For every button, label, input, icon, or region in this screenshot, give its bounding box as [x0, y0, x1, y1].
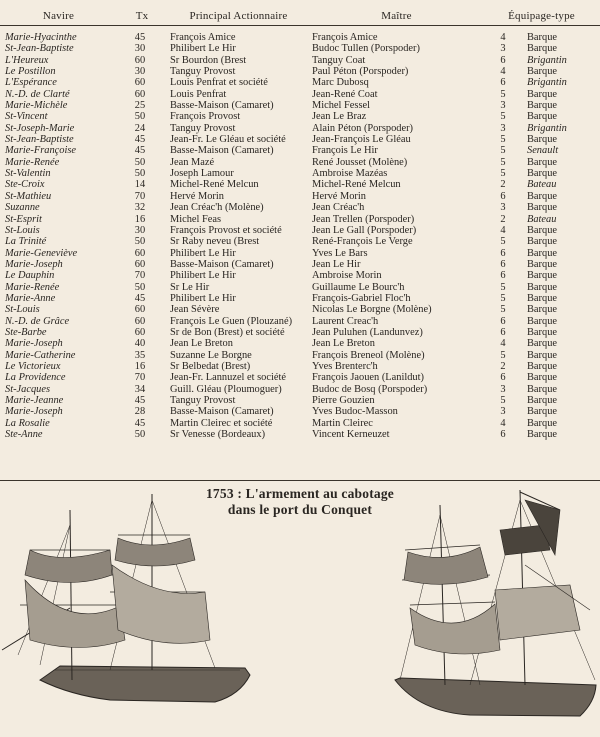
cell-crew: 6: [500, 54, 506, 66]
cell-actionnaire: Sr Venesse (Bordeaux): [170, 429, 266, 441]
table-row: [0, 372, 600, 383]
table-row: [0, 111, 600, 122]
cell-maitre: René Jousset (Molène): [312, 156, 408, 168]
cell-actionnaire: Philibert Le Hir: [170, 292, 236, 304]
cell-crew: 6: [500, 372, 506, 384]
cell-type: Barque: [527, 224, 558, 236]
cell-navire: St-Jacques: [5, 383, 51, 395]
table-row: [0, 100, 600, 111]
cell-navire: St-Mathieu: [5, 190, 52, 202]
cell-navire: Marie-Joseph: [5, 338, 63, 350]
table-row: [0, 191, 600, 202]
caption-line-2: dans le port du Conquet: [227, 502, 373, 517]
cell-tx: 25: [134, 100, 146, 112]
cell-actionnaire: Sr Le Hir: [170, 281, 210, 293]
cell-type: Bateau: [527, 179, 557, 191]
cell-crew: 5: [500, 134, 506, 146]
cell-tx: 50: [134, 281, 146, 293]
cell-type: Barque: [527, 111, 558, 123]
cell-tx: 45: [134, 32, 146, 43]
cell-maitre: Jean Le Braz: [312, 111, 367, 123]
cell-tx: 45: [134, 417, 146, 429]
cell-crew: 3: [500, 100, 506, 112]
cell-actionnaire: Philibert Le Hir: [170, 270, 236, 282]
cell-maitre: René-François Le Verge: [312, 236, 413, 248]
cell-crew: 6: [500, 247, 506, 259]
cell-tx: 40: [134, 338, 146, 350]
cell-navire: St-Valentin: [5, 168, 51, 180]
cell-navire: La Providence: [5, 372, 66, 384]
cell-type: Barque: [527, 168, 558, 180]
cell-navire: Le Victorieux: [5, 360, 61, 372]
table-row: [0, 66, 600, 77]
ship-table: [0, 6, 600, 440]
header-tx: Tx: [135, 9, 149, 22]
cell-tx: 30: [134, 224, 146, 236]
cell-maitre: Laurent Creac'h: [312, 315, 379, 327]
cell-actionnaire: François Provost et société: [170, 224, 282, 236]
cell-maitre: Jean Le Gall (Porspoder): [312, 224, 417, 236]
cell-actionnaire: Basse-Maison (Camaret): [170, 258, 274, 270]
cell-navire: Marie-Anne: [5, 292, 56, 304]
cell-type: Barque: [527, 349, 558, 361]
cell-tx: 70: [134, 190, 146, 202]
header-equipage: Équipage-type: [508, 9, 575, 22]
cell-navire: St-Jean-Baptiste: [5, 134, 74, 146]
cell-type: Barque: [527, 258, 558, 270]
cell-maitre: Yves Budoc-Masson: [312, 406, 398, 418]
cell-maitre: Jean Créac'h: [312, 202, 365, 214]
cell-maitre: François Le Hir: [312, 145, 378, 157]
cell-navire: Marie-Renée: [5, 281, 60, 293]
cell-type: Barque: [527, 32, 558, 43]
cell-maitre: Martin Cleirec: [312, 417, 373, 429]
cell-type: Barque: [527, 236, 558, 248]
cell-navire: La Trinité: [5, 236, 47, 248]
cell-navire: L'Heureux: [5, 54, 49, 66]
cell-actionnaire: François Amice: [170, 32, 236, 43]
cell-crew: 3: [500, 122, 506, 134]
cell-crew: 6: [500, 270, 506, 282]
cell-type: Barque: [527, 304, 558, 316]
cell-actionnaire: François Provost: [170, 111, 241, 123]
table-row: [0, 270, 600, 281]
cell-type: Barque: [527, 247, 558, 259]
cell-actionnaire: Suzanne Le Borgne: [170, 349, 252, 361]
cell-type: Barque: [527, 88, 558, 100]
cell-crew: 5: [500, 156, 506, 168]
cell-crew: 6: [500, 77, 506, 89]
cell-maitre: Yves Le Bars: [312, 247, 368, 259]
cell-crew: 3: [500, 43, 506, 55]
cell-maitre: Michel Fessel: [312, 100, 371, 112]
header-navire: Navire: [42, 9, 75, 22]
cell-maitre: Jean-René Coat: [312, 88, 378, 100]
cell-navire: La Rosalie: [5, 417, 50, 429]
cell-navire: Ste-Croix: [5, 179, 45, 191]
ship-illustration: [0, 480, 600, 737]
cell-actionnaire: Martin Cleirec et société: [170, 417, 273, 429]
cell-navire: Marie-Jeanne: [5, 395, 64, 406]
cell-type: Barque: [527, 292, 558, 304]
cell-tx: 60: [134, 258, 146, 270]
cell-navire: St-Louis: [5, 304, 40, 316]
cell-crew: 5: [500, 349, 506, 361]
cell-tx: 24: [134, 122, 146, 134]
cell-actionnaire: Guill. Gléau (Ploumoguer): [170, 383, 282, 395]
cell-actionnaire: Basse-Maison (Camaret): [170, 100, 274, 112]
cell-actionnaire: Michel-René Melcun: [170, 179, 259, 191]
cell-crew: 3: [500, 202, 506, 214]
cell-type: Barque: [527, 406, 558, 418]
table-row: [0, 361, 600, 372]
cell-crew: 5: [500, 395, 506, 406]
right-ship-drawing: [395, 490, 596, 716]
cell-tx: 16: [134, 360, 146, 372]
table-row: [0, 89, 600, 100]
header-actionnaire: Principal Actionnaire: [189, 9, 288, 22]
cell-actionnaire: Sr Raby neveu (Brest: [170, 236, 260, 248]
cell-crew: 6: [500, 258, 506, 270]
cell-navire: Le Dauphin: [5, 270, 55, 282]
cell-type: Barque: [527, 315, 558, 327]
cell-crew: 3: [500, 383, 506, 395]
cell-crew: 5: [500, 304, 506, 316]
cell-navire: Suzanne: [5, 202, 40, 214]
cell-navire: N.-D. de Clarté: [5, 88, 70, 100]
table-row: [0, 43, 600, 54]
ship-table-container: [0, 6, 600, 440]
cell-actionnaire: Jean Créac'h (Molène): [170, 202, 264, 214]
cell-crew: 4: [500, 66, 506, 78]
table-row: [0, 406, 600, 417]
cell-type: Brigantin: [527, 54, 567, 66]
table-row: [0, 179, 600, 190]
cell-type: Barque: [527, 43, 558, 55]
cell-type: Barque: [527, 372, 558, 384]
cell-actionnaire: Jean-Fr. Lannuzel et société: [170, 372, 286, 384]
left-ship-drawing: [2, 494, 250, 702]
cell-type: Barque: [527, 270, 558, 282]
cell-type: Barque: [527, 100, 558, 112]
cell-maitre: Marc Dubosq: [312, 77, 369, 89]
cell-type: Barque: [527, 156, 558, 168]
cell-type: Barque: [527, 202, 558, 214]
cell-maitre: François Jaouen (Lanildut): [312, 372, 424, 384]
cell-tx: 45: [134, 292, 146, 304]
cell-crew: 5: [500, 292, 506, 304]
table-row: [0, 282, 600, 293]
cell-type: Barque: [527, 429, 558, 441]
table-row: [0, 384, 600, 395]
cell-crew: 4: [500, 417, 506, 429]
cell-actionnaire: Hervé Morin: [170, 190, 224, 202]
table-row: [0, 418, 600, 429]
cell-type: Barque: [527, 326, 558, 338]
cell-navire: Marie-Renée: [5, 156, 60, 168]
cell-tx: 50: [134, 236, 146, 248]
cell-crew: 5: [500, 236, 506, 248]
cell-actionnaire: Louis Penfrat: [170, 88, 227, 100]
table-row: [0, 236, 600, 247]
cell-type: Barque: [527, 360, 558, 372]
cell-actionnaire: Basse-Maison (Camaret): [170, 145, 274, 157]
table-row: [0, 202, 600, 213]
cell-tx: 60: [134, 88, 146, 100]
cell-maitre: Guillaume Le Bourc'h: [312, 281, 405, 293]
table-header-row: [0, 6, 600, 26]
cell-crew: 6: [500, 429, 506, 441]
cell-maitre: Jean Puluhen (Landunvez): [312, 326, 423, 338]
cell-crew: 5: [500, 145, 506, 157]
table-row: [0, 293, 600, 304]
cell-actionnaire: Jean Sévère: [170, 304, 220, 316]
table-row: [0, 225, 600, 236]
cell-navire: Ste-Barbe: [5, 326, 47, 338]
table-row: [0, 157, 600, 168]
cell-type: Barque: [527, 395, 558, 406]
cell-maitre: François Amice: [312, 32, 378, 43]
cell-maitre: Jean-François Le Gléau: [312, 134, 411, 146]
cell-tx: 30: [134, 66, 146, 78]
cell-maitre: Pierre Gouzien: [312, 395, 375, 406]
table-row: [0, 350, 600, 361]
cell-tx: 50: [134, 111, 146, 123]
cell-tx: 45: [134, 134, 146, 146]
cell-navire: St-Esprit: [5, 213, 42, 225]
cell-crew: 5: [500, 88, 506, 100]
table-row: [0, 145, 600, 156]
table-row: [0, 134, 600, 145]
cell-maitre: François Breneol (Molène): [312, 349, 425, 361]
cell-navire: Marie-Françoise: [5, 145, 76, 157]
cell-crew: 6: [500, 326, 506, 338]
table-row: [0, 26, 600, 44]
cell-crew: 4: [500, 32, 506, 43]
cell-navire: Marie-Joseph: [5, 258, 63, 270]
table-row: [0, 327, 600, 338]
cell-navire: Le Postillon: [5, 66, 56, 78]
cell-actionnaire: Tanguy Provost: [170, 66, 236, 78]
cell-crew: 2: [500, 213, 506, 225]
cell-maitre: Hervé Morin: [312, 190, 366, 202]
cell-maitre: Budoc Tullen (Porspoder): [312, 43, 420, 55]
table-row: [0, 214, 600, 225]
cell-crew: 5: [500, 111, 506, 123]
cell-type: Barque: [527, 66, 558, 78]
cell-type: Barque: [527, 338, 558, 350]
cell-navire: N.-D. de Grâce: [5, 315, 70, 327]
table-row: [0, 248, 600, 259]
cell-maitre: Jean Trellen (Porspoder): [312, 213, 415, 225]
cell-tx: 50: [134, 168, 146, 180]
cell-tx: 45: [134, 145, 146, 157]
table-row: [0, 55, 600, 66]
cell-type: Brigantin: [527, 122, 567, 134]
cell-actionnaire: Joseph Lamour: [170, 168, 234, 180]
cell-tx: 70: [134, 270, 146, 282]
cell-actionnaire: Sr de Bon (Brest) et société: [170, 326, 285, 338]
table-row: [0, 429, 600, 440]
cell-actionnaire: Jean Mazé: [170, 156, 215, 168]
cell-maitre: Ambroise Mazéas: [312, 168, 388, 180]
cell-navire: St-Joseph-Marie: [5, 122, 75, 134]
cell-maitre: Yves Brenterc'h: [312, 360, 378, 372]
cell-tx: 60: [134, 77, 146, 89]
cell-tx: 60: [134, 304, 146, 316]
cell-type: Bateau: [527, 213, 557, 225]
cell-maitre: Ambroise Morin: [312, 270, 382, 282]
cell-crew: 4: [500, 224, 506, 236]
cell-maitre: Michel-René Melcun: [312, 179, 401, 191]
cell-navire: St-Jean-Baptiste: [5, 43, 74, 55]
table-row: [0, 395, 600, 406]
table-row: [0, 338, 600, 349]
cell-maitre: Jean Le Breton: [312, 338, 375, 350]
cell-type: Barque: [527, 190, 558, 202]
cell-actionnaire: Jean Le Breton: [170, 338, 233, 350]
cell-crew: 3: [500, 406, 506, 418]
cell-maitre: Tanguy Coat: [312, 54, 366, 66]
table-body: [0, 26, 600, 441]
cell-crew: 5: [500, 281, 506, 293]
cell-tx: 60: [134, 326, 146, 338]
cell-crew: 6: [500, 315, 506, 327]
cell-maitre: Alain Péton (Porspoder): [312, 122, 414, 134]
cell-navire: St-Louis: [5, 224, 40, 236]
table-row: [0, 304, 600, 315]
table-row: [0, 77, 600, 88]
cell-actionnaire: Philibert Le Hir: [170, 247, 236, 259]
cell-crew: 2: [500, 179, 506, 191]
cell-navire: Marie-Geneviève: [5, 247, 78, 259]
cell-tx: 14: [134, 179, 146, 191]
cell-tx: 16: [134, 213, 146, 225]
cell-tx: 70: [134, 372, 146, 384]
cell-tx: 30: [134, 43, 146, 55]
cell-tx: 45: [134, 395, 146, 406]
cell-crew: 4: [500, 338, 506, 350]
cell-navire: Ste-Anne: [5, 429, 43, 441]
cell-maitre: Jean Le Hir: [312, 258, 361, 270]
cell-navire: L'Espérance: [5, 77, 57, 89]
cell-type: Brigantin: [527, 77, 567, 89]
cell-actionnaire: Philibert Le Hir: [170, 43, 236, 55]
cell-actionnaire: François Le Guen (Plouzané): [170, 315, 293, 327]
cell-crew: 5: [500, 168, 506, 180]
cell-actionnaire: Louis Penfrat et société: [170, 77, 268, 89]
cell-tx: 50: [134, 156, 146, 168]
cell-navire: Marie-Catherine: [5, 349, 76, 361]
cell-actionnaire: Tanguy Provost: [170, 395, 236, 406]
cell-tx: 32: [134, 202, 146, 214]
cell-actionnaire: Basse-Maison (Camaret): [170, 406, 274, 418]
cell-navire: Marie-Hyacinthe: [5, 32, 77, 43]
table-row: [0, 123, 600, 134]
cell-tx: 34: [134, 383, 146, 395]
cell-type: Barque: [527, 134, 558, 146]
cell-tx: 60: [134, 247, 146, 259]
cell-navire: Marie-Michèle: [5, 100, 68, 112]
cell-maitre: Nicolas Le Borgne (Molène): [312, 304, 432, 316]
cell-type: Senault: [527, 145, 559, 157]
cell-actionnaire: Jean-Fr. Le Gléau et société: [170, 134, 286, 146]
caption-line-1: 1753 : L'armement au cabotage: [205, 486, 395, 501]
table-row: [0, 259, 600, 270]
cell-tx: 28: [134, 406, 146, 418]
cell-tx: 60: [134, 315, 146, 327]
cell-actionnaire: Tanguy Provost: [170, 122, 236, 134]
cell-type: Barque: [527, 281, 558, 293]
table-row: [0, 168, 600, 179]
cell-navire: St-Vincent: [5, 111, 48, 123]
cell-tx: 50: [134, 429, 146, 441]
cell-actionnaire: Sr Belbedat (Brest): [170, 360, 251, 372]
cell-navire: Marie-Joseph: [5, 406, 63, 418]
cell-crew: 2: [500, 360, 506, 372]
cell-tx: 60: [134, 54, 146, 66]
table-row: [0, 316, 600, 327]
cell-maitre: Vincent Kerneuzet: [312, 429, 390, 441]
cell-maitre: Budoc de Bosq (Porspoder): [312, 383, 428, 395]
cell-maitre: François-Gabriel Floc'h: [312, 292, 411, 304]
cell-type: Barque: [527, 417, 558, 429]
cell-maitre: Paul Péton (Porspoder): [312, 66, 409, 78]
cell-tx: 35: [134, 349, 146, 361]
header-maitre: Maître: [381, 9, 412, 22]
cell-type: Barque: [527, 383, 558, 395]
cell-actionnaire: Michel Feas: [170, 213, 222, 225]
illustration-caption: [0, 486, 600, 518]
cell-actionnaire: Sr Bourdon (Brest: [170, 54, 247, 66]
cell-crew: 6: [500, 190, 506, 202]
